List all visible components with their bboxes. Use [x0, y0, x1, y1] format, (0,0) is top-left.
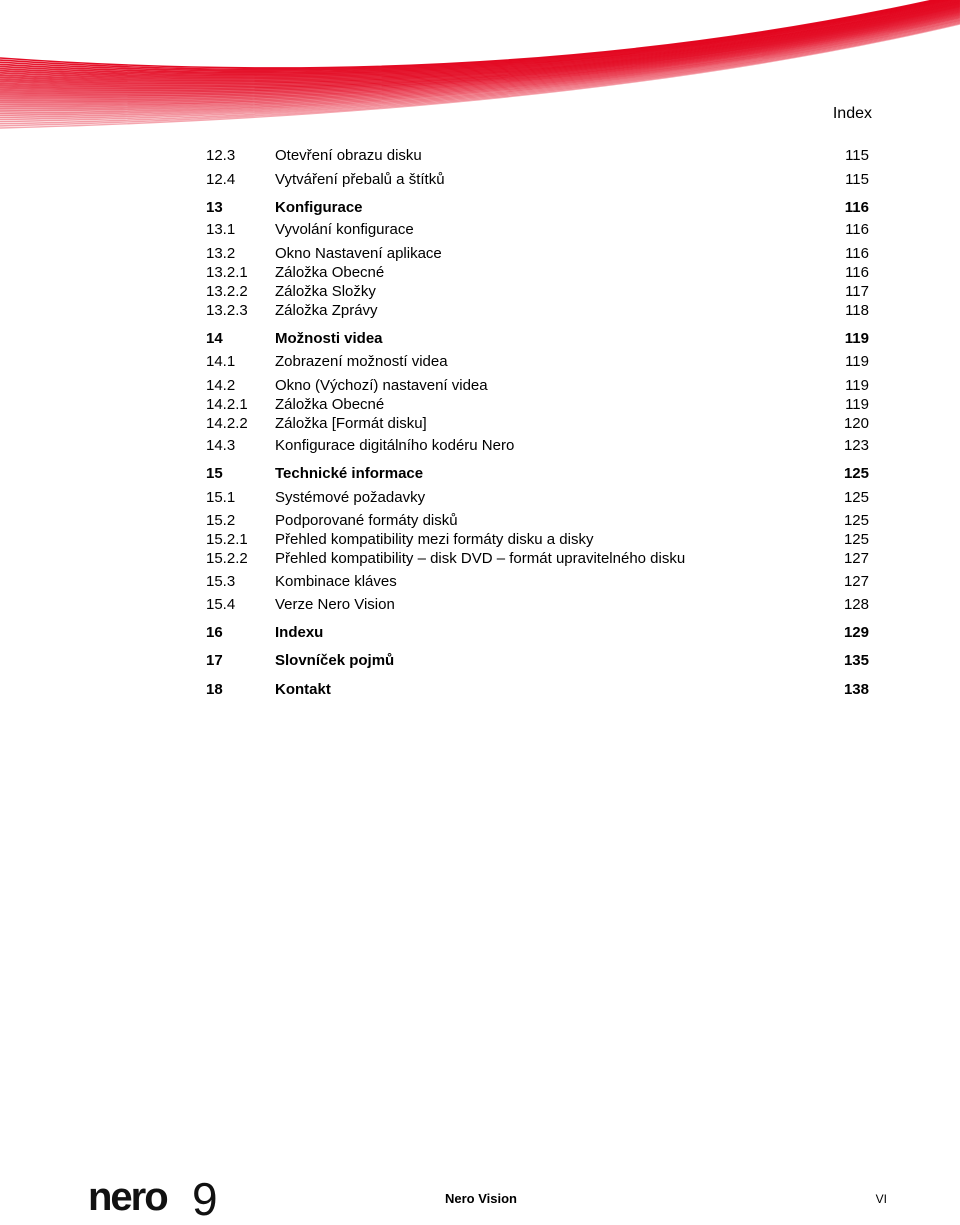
toc-entry[interactable]: [206, 488, 869, 508]
svg-text:9: 9: [192, 1177, 218, 1225]
toc-entry-page: 119: [845, 377, 869, 394]
toc-entry-page: 116: [845, 245, 869, 262]
toc-entry-title: Systémové požadavky: [275, 489, 426, 506]
toc-entry-title: Otevření obrazu disku: [275, 147, 422, 164]
toc-entry-page: 119: [845, 353, 869, 370]
toc-entry-title: Technické informace: [275, 465, 424, 482]
toc-entry-number: 14.2.2: [206, 415, 248, 432]
toc-entry-title: Možnosti videa: [275, 330, 383, 347]
toc-entry[interactable]: [206, 352, 869, 372]
toc-entry-number: 13.2: [206, 245, 236, 262]
footer-page-number: VI: [875, 1192, 887, 1206]
toc-entry[interactable]: [206, 595, 869, 615]
toc-entry-page: 128: [843, 596, 869, 613]
toc-entry[interactable]: [206, 329, 869, 349]
toc-entry-number: 13: [206, 199, 223, 216]
toc-entry-number: 18: [206, 681, 223, 698]
toc-entry-page: 118: [845, 302, 869, 319]
toc-entry-page: 116: [844, 199, 869, 216]
toc-entry-page: 119: [845, 396, 869, 413]
toc-entry-page: 119: [844, 330, 869, 347]
toc-entry[interactable]: [206, 651, 869, 671]
toc-entry[interactable]: [206, 376, 869, 396]
toc-entry-page: 115: [845, 171, 869, 188]
toc-entry-number: 12.3: [206, 147, 236, 164]
toc-entry-title: Podporované formáty disků: [275, 512, 458, 529]
toc-entry-page: 123: [843, 437, 869, 454]
toc-entry-page: 116: [845, 221, 869, 238]
toc-entry-title: Záložka Obecné: [275, 396, 385, 413]
toc-entry-number: 15.4: [206, 596, 236, 613]
toc-entry[interactable]: [206, 530, 869, 550]
toc-entry[interactable]: [206, 282, 869, 302]
footer-product-name: Nero Vision: [445, 1191, 518, 1206]
svg-text:nero: nero: [88, 1177, 167, 1219]
toc-entry-title: Záložka Zprávy: [275, 302, 378, 319]
toc-entry-number: 15.1: [206, 489, 236, 506]
toc-entry-number: 16: [206, 624, 223, 641]
toc-entry-page: 125: [843, 489, 869, 506]
toc-entry-number: 14.1: [206, 353, 236, 370]
toc-entry-title: Zobrazení možností videa: [275, 353, 448, 370]
toc-entry-page: 135: [843, 652, 869, 669]
toc-entry[interactable]: [206, 464, 869, 484]
toc-entry[interactable]: [206, 436, 869, 456]
toc-entry-page: 127: [843, 550, 869, 567]
toc-entry-title: Kontakt: [275, 681, 331, 698]
toc-entry[interactable]: [206, 244, 869, 264]
toc-entry[interactable]: [206, 301, 869, 321]
toc-entry-title: Konfigurace digitálního kodéru Nero: [275, 437, 515, 454]
toc-entry[interactable]: [206, 395, 869, 415]
toc-entry-page: 125: [843, 531, 869, 548]
toc-entry-number: 13.2.2: [206, 283, 248, 300]
toc-entry-page: 117: [845, 283, 869, 300]
toc-entry-title: Vytváření přebalů a štítků: [275, 171, 445, 188]
toc-entry-title: Vyvolání konfigurace: [275, 221, 414, 238]
toc-entry[interactable]: [206, 549, 869, 569]
toc-entry-page: 116: [845, 264, 869, 281]
toc-entry[interactable]: [206, 146, 869, 166]
toc-entry[interactable]: [206, 511, 869, 531]
toc-entry-title: Záložka Obecné: [275, 264, 385, 281]
toc-entry[interactable]: [206, 220, 869, 240]
toc-entry-title: Záložka [Formát disku]: [275, 415, 427, 432]
toc-entry-page: 125: [843, 465, 869, 482]
toc-entry-number: 12.4: [206, 171, 236, 188]
toc-entry-title: Indexu: [275, 624, 324, 641]
toc-entry-number: 13.2.3: [206, 302, 248, 319]
toc-entry-page: 127: [843, 573, 869, 590]
toc-entry-number: 14.2: [206, 377, 236, 394]
toc-entry-number: 14: [206, 330, 223, 347]
toc-entry-title: Verze Nero Vision: [275, 596, 395, 613]
toc-entry-number: 17: [206, 652, 223, 669]
toc-entry[interactable]: [206, 572, 869, 592]
toc-entry-number: 15.2.1: [206, 531, 248, 548]
toc-entry-number: 15.2.2: [206, 550, 248, 567]
toc-entry-page: 115: [845, 147, 869, 164]
toc-entry-title: Záložka Složky: [275, 283, 376, 300]
toc-entry[interactable]: [206, 263, 869, 283]
nero-9-logo: [88, 1177, 228, 1225]
toc-entry-number: 14.3: [206, 437, 236, 454]
toc-entry-title: Přehled kompatibility mezi formáty disku a disky: [275, 531, 594, 548]
toc-entry[interactable]: [206, 680, 869, 700]
toc-entry-title: Konfigurace: [275, 199, 363, 216]
header-swoosh-graphic: [0, 0, 960, 140]
toc-entry-title: Okno (Výchozí) nastavení videa: [275, 377, 488, 394]
toc-entry[interactable]: [206, 414, 869, 434]
toc-entry-number: 14.2.1: [206, 396, 248, 413]
toc-entry[interactable]: [206, 170, 869, 190]
toc-entry-title: Okno Nastavení aplikace: [275, 245, 442, 262]
toc-entry-page: 125: [843, 512, 869, 529]
toc-entry-page: 120: [843, 415, 869, 432]
toc-entry-title: Slovníček pojmů: [275, 652, 395, 669]
toc-entry-page: 138: [843, 681, 869, 698]
toc-entry-number: 15.3: [206, 573, 236, 590]
toc-entry-number: 15.2: [206, 512, 236, 529]
toc-entry-title: Přehled kompatibility – disk DVD – formát upravitelného disku: [275, 550, 686, 567]
toc-entry-title: Kombinace kláves: [275, 573, 397, 590]
toc-entry-number: 13.2.1: [206, 264, 248, 281]
toc-entry[interactable]: [206, 623, 869, 643]
toc-entry[interactable]: [206, 198, 869, 218]
toc-entry-number: 13.1: [206, 221, 236, 238]
section-title: Index: [832, 105, 872, 122]
toc-entry-number: 15: [206, 465, 223, 482]
toc-entry-page: 129: [843, 624, 869, 641]
